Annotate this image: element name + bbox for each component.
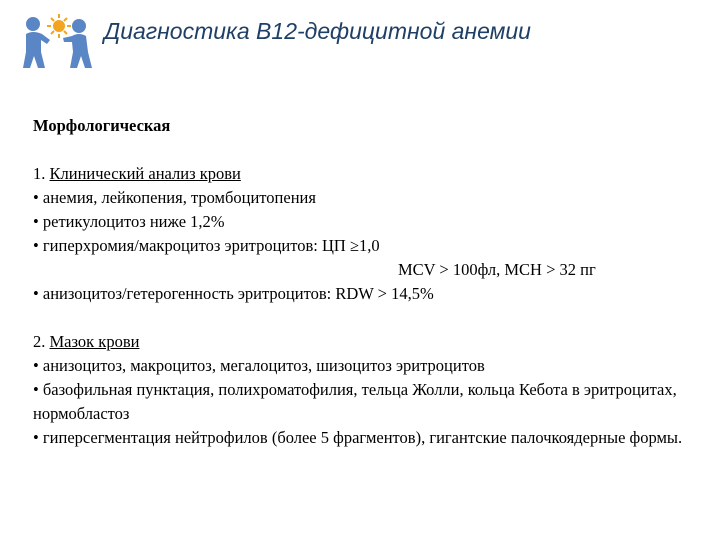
subsection-title-text: Мазок крови [49, 332, 140, 351]
list-item: • базофильная пунктация, полихроматофилия, тельца Жолли, кольца Кебота в эритроцитах, нормобластоз [33, 380, 677, 423]
list-item-continuation: MCV > 100фл, MCH > 32 пг [398, 260, 596, 279]
subsection-number: 2. [33, 332, 50, 351]
subsection-title [33, 330, 693, 354]
subsection-number: 1. [33, 164, 50, 183]
list-item: • анизоцитоз, макроцитоз, мегалоцитоз, шизоцитоз эритроцитов [33, 356, 485, 375]
subsection-title [33, 162, 693, 186]
list-item: • гиперхромия/макроцитоз эритроцитов: ЦП ≥1,0 [33, 236, 380, 255]
section-heading: Морфологическая [33, 116, 171, 135]
children-logo-icon [12, 10, 96, 74]
list-item: • ретикулоцитоз ниже 1,2% [33, 212, 225, 231]
list-item: • анемия, лейкопения, тромбоцитопения [33, 188, 316, 207]
page-title: Диагностика В12-дефицитной анемии [104, 18, 531, 44]
list-item: • анизоцитоз/гетерогенность эритроцитов: RDW > 14,5% [33, 284, 434, 303]
document-body [33, 114, 693, 450]
subsection-title-text: Клинический анализ крови [49, 164, 241, 183]
list-item: • гиперсегментация нейтрофилов (более 5 фрагментов), гигантские палочкоядерные формы. [33, 428, 683, 447]
